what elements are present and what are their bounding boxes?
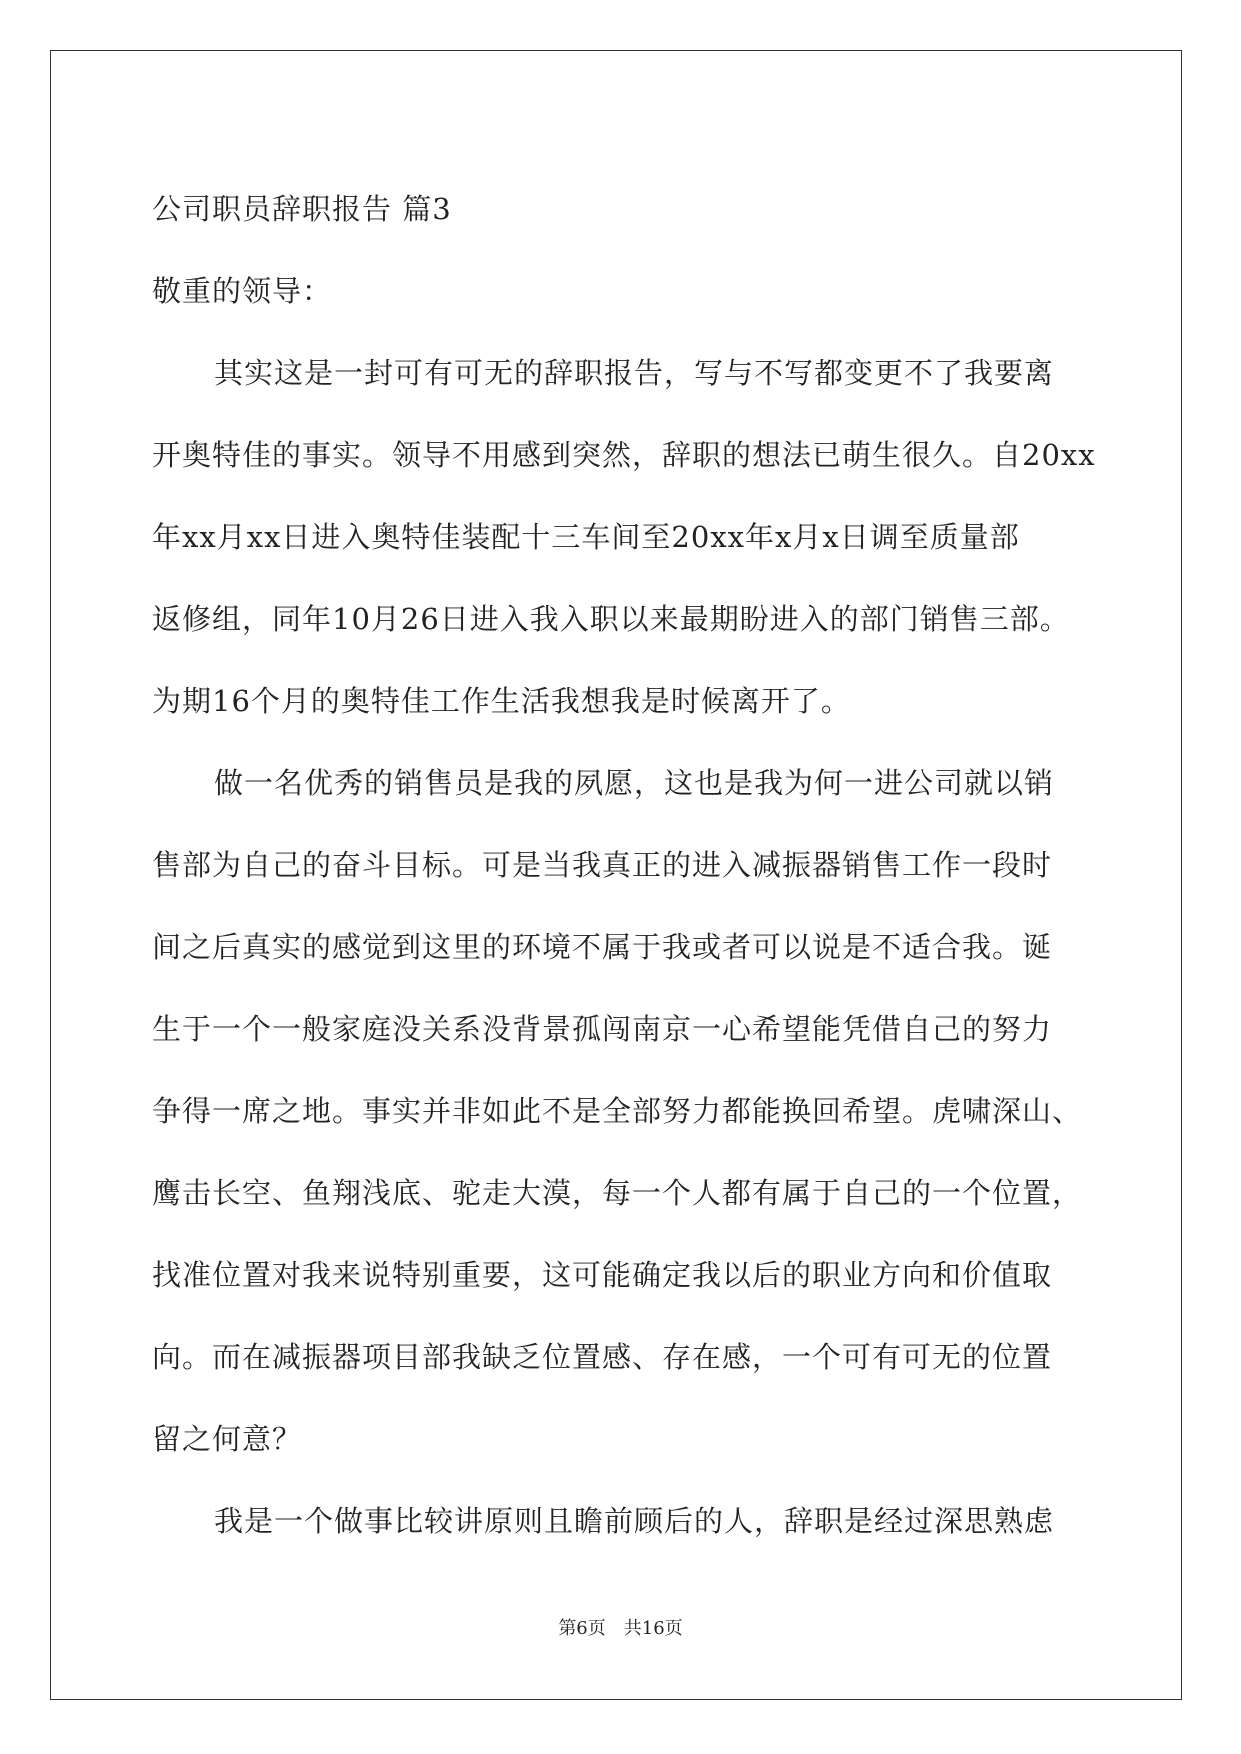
text-line: 向。而在减振器项目部我缺乏位置感、存在感，一个可有可无的位置 xyxy=(152,1340,1053,1374)
document-title: 公司职员辞职报告 篇3 xyxy=(152,192,452,226)
text-line: 做一名优秀的销售员是我的夙愿，这也是我为何一进公司就以销 xyxy=(214,766,1055,800)
text-line: 找准位置对我来说特别重要，这可能确定我以后的职业方向和价值取 xyxy=(152,1258,1053,1292)
body-text xyxy=(152,332,1096,1562)
text-line: 生于一个一般家庭没关系没背景孤闯南京一心希望能凭借自己的努力 xyxy=(152,1012,1053,1046)
text-line: 间之后真实的感觉到这里的环境不属于我或者可以说是不适合我。诞 xyxy=(152,930,1053,964)
text-line: 我是一个做事比较讲原则且瞻前顾后的人，辞职是经过深思熟虑 xyxy=(214,1504,1055,1538)
salutation: 敬重的领导： xyxy=(152,274,333,308)
text-line: 鹰击长空、鱼翔浅底、驼走大漠，每一个人都有属于自己的一个位置， xyxy=(152,1176,1083,1210)
text-line: 争得一席之地。事实并非如此不是全部努力都能换回希望。虎啸深山、 xyxy=(152,1094,1083,1128)
page-number: 第6页 共16页 xyxy=(558,1618,683,1639)
document-body xyxy=(152,168,1096,1562)
text-line: 年xx月xx日进入奥特佳装配十三车间至20xx年x月x日调至质量部 xyxy=(152,520,1020,554)
text-line: 返修组，同年10月26日进入我入职以来最期盼进入的部门销售三部。 xyxy=(152,602,1070,636)
text-line: 为期16个月的奥特佳工作生活我想我是时候离开了。 xyxy=(152,684,851,718)
text-line: 留之何意？ xyxy=(152,1422,303,1456)
text-line: 开奥特佳的事实。领导不用感到突然，辞职的想法已萌生很久。自20xx xyxy=(152,438,1096,472)
text-line: 售部为自己的奋斗目标。可是当我真正的进入减振器销售工作一段时 xyxy=(152,848,1053,882)
text-line: 其实这是一封可有可无的辞职报告，写与不写都变更不了我要离 xyxy=(214,356,1055,390)
